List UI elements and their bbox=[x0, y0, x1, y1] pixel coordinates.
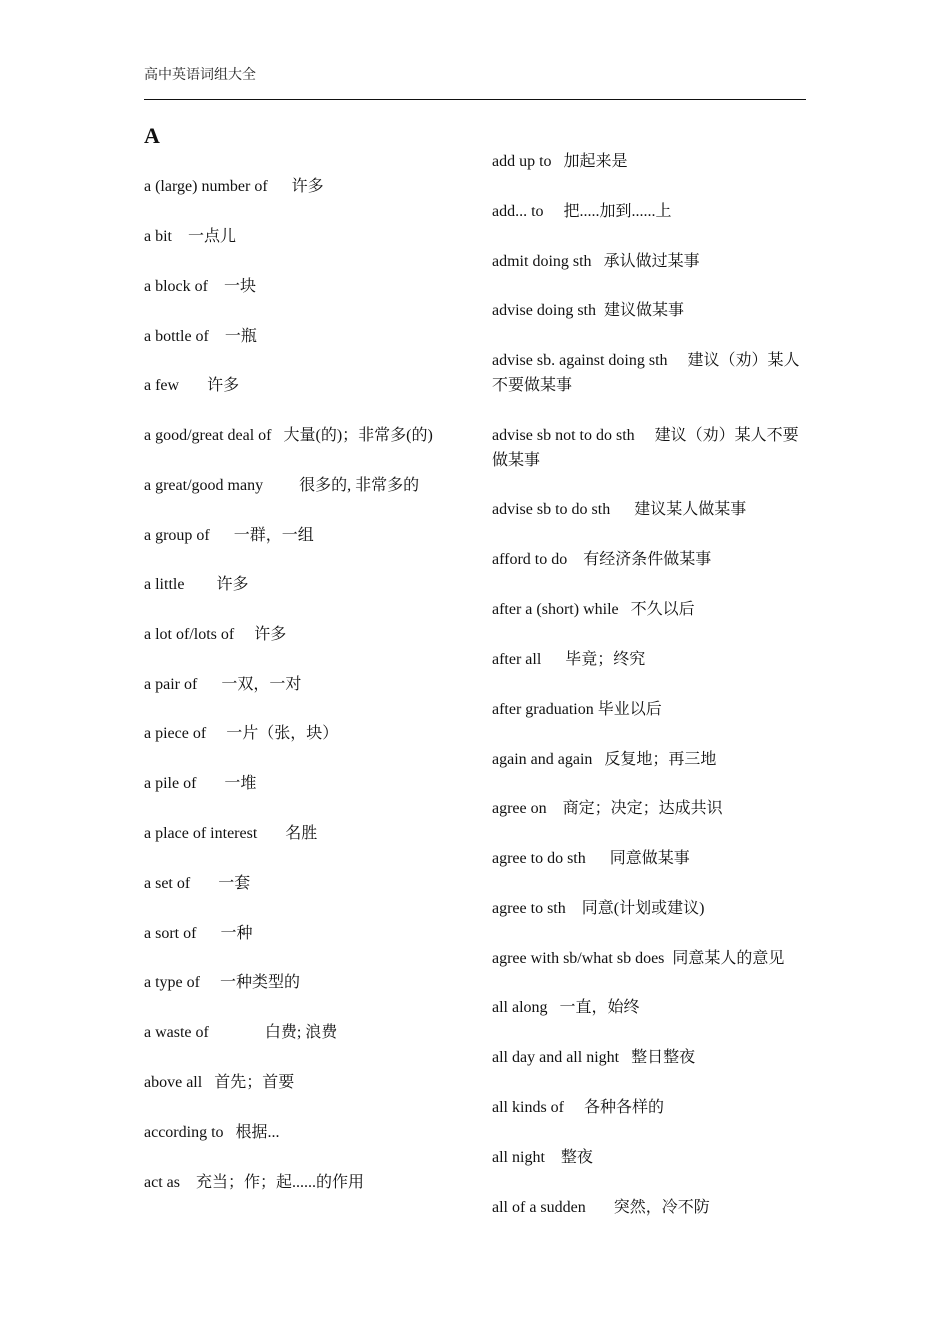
phrase-entry bbox=[144, 423, 474, 448]
phrase-english: again and again bbox=[492, 751, 593, 768]
phrase-english: a piece of bbox=[144, 725, 207, 742]
phrase-english: after a (short) while bbox=[492, 601, 619, 618]
phrase-english: a type of bbox=[144, 974, 200, 991]
phrase-english: advise sb to do sth bbox=[492, 501, 611, 518]
phrase-chinese: 不久以后 bbox=[630, 601, 695, 618]
phrase-chinese: 很多的, 非常多的 bbox=[299, 477, 420, 494]
phrase-chinese: 有经济条件做某事 bbox=[583, 551, 712, 568]
phrase-entry bbox=[492, 995, 808, 1020]
phrase-entry bbox=[144, 1070, 474, 1095]
phrase-english: a group of bbox=[144, 527, 210, 544]
phrase-entry bbox=[492, 497, 808, 522]
phrase-english: agree with sb/what sb does bbox=[492, 950, 665, 967]
phrase-entry bbox=[492, 1095, 808, 1120]
phrase-entry bbox=[144, 1020, 474, 1045]
phrase-chinese: 毕竟；终究 bbox=[565, 651, 646, 668]
phrase-english: advise doing sth bbox=[492, 302, 596, 319]
phrase-chinese: 一堆 bbox=[224, 775, 257, 792]
phrase-entry bbox=[492, 348, 808, 398]
phrase-english: a block of bbox=[144, 278, 208, 295]
phrase-english: all day and all night bbox=[492, 1049, 620, 1066]
phrase-entry bbox=[144, 523, 474, 548]
phrase-entry bbox=[492, 1145, 808, 1170]
phrase-entry bbox=[492, 647, 808, 672]
phrase-chinese: 名胜 bbox=[285, 825, 318, 842]
phrase-chinese: 一瓶 bbox=[224, 328, 257, 345]
phrase-english: a bottle of bbox=[144, 328, 209, 345]
phrase-english: a pile of bbox=[144, 775, 197, 792]
phrase-chinese: 同意(计划或建议) bbox=[581, 900, 705, 917]
header-divider bbox=[144, 99, 806, 100]
phrase-chinese: 整日整夜 bbox=[631, 1049, 696, 1066]
phrase-english: act as bbox=[144, 1174, 180, 1191]
phrase-english: a bit bbox=[144, 228, 172, 245]
phrase-entry bbox=[492, 199, 808, 224]
phrase-entry bbox=[492, 796, 808, 821]
phrase-chinese: 许多 bbox=[216, 576, 249, 593]
phrase-english: advise sb not to do sth bbox=[492, 427, 635, 444]
phrase-entry bbox=[144, 274, 474, 299]
phrase-chinese: 各种各样的 bbox=[584, 1099, 665, 1116]
page-header-title: 高中英语词组大全 bbox=[144, 68, 256, 83]
phrase-english: agree on bbox=[492, 800, 547, 817]
phrase-english: admit doing sth bbox=[492, 253, 592, 270]
phrase-chinese: 大量(的)；非常多(的) bbox=[283, 427, 433, 444]
phrase-chinese: 同意某人的意见 bbox=[672, 950, 785, 967]
phrase-chinese: 一点儿 bbox=[188, 228, 237, 245]
phrase-english: a great/good many bbox=[144, 477, 264, 494]
phrase-chinese: 许多 bbox=[254, 626, 287, 643]
phrase-entry bbox=[144, 821, 474, 846]
phrase-english: add up to bbox=[492, 153, 552, 170]
phrase-english: a lot of/lots of bbox=[144, 626, 235, 643]
phrase-chinese: 毕业以后 bbox=[597, 701, 662, 718]
phrase-english: a little bbox=[144, 576, 185, 593]
phrase-entry bbox=[492, 747, 808, 772]
phrase-entry bbox=[492, 1195, 808, 1220]
phrase-english: above all bbox=[144, 1074, 203, 1091]
phrase-english: all night bbox=[492, 1149, 545, 1166]
phrase-entry bbox=[492, 846, 808, 871]
phrase-chinese: 首先；首要 bbox=[214, 1074, 295, 1091]
phrase-chinese: 建议（劝）某人不要做某事 bbox=[492, 427, 799, 469]
phrase-english: according to bbox=[144, 1124, 224, 1141]
phrase-english: agree to sth bbox=[492, 900, 566, 917]
phrase-entry bbox=[144, 970, 474, 995]
phrase-chinese: 突然，冷不防 bbox=[613, 1199, 710, 1216]
phrase-chinese: 一双，一对 bbox=[221, 676, 302, 693]
phrase-entry bbox=[144, 373, 474, 398]
phrase-chinese: 充当；作；起......的作用 bbox=[195, 1174, 364, 1191]
phrase-entry bbox=[492, 249, 808, 274]
phrase-entry bbox=[492, 547, 808, 572]
phrase-english: all along bbox=[492, 999, 548, 1016]
phrase-english: a few bbox=[144, 377, 180, 394]
phrase-chinese: 建议做某事 bbox=[604, 302, 685, 319]
phrase-entry bbox=[144, 672, 474, 697]
phrase-chinese: 一种类型的 bbox=[219, 974, 300, 991]
phrase-english: after all bbox=[492, 651, 542, 668]
phrase-english: all of a sudden bbox=[492, 1199, 586, 1216]
phrase-entry bbox=[144, 771, 474, 796]
phrase-english: a place of interest bbox=[144, 825, 258, 842]
phrase-english: a good/great deal of bbox=[144, 427, 272, 444]
phrase-entry bbox=[492, 597, 808, 622]
phrase-entry bbox=[144, 622, 474, 647]
phrase-entry bbox=[144, 1170, 474, 1195]
phrase-entry bbox=[492, 896, 808, 921]
phrase-chinese: 商定；决定；达成共识 bbox=[562, 800, 723, 817]
phrase-english: a pair of bbox=[144, 676, 198, 693]
phrase-chinese: 承认做过某事 bbox=[603, 253, 700, 270]
phrase-chinese: 整夜 bbox=[560, 1149, 593, 1166]
phrase-entry bbox=[492, 149, 808, 174]
phrase-english: add... to bbox=[492, 203, 544, 220]
phrase-english: a (large) number of bbox=[144, 178, 268, 195]
phrase-english: all kinds of bbox=[492, 1099, 564, 1116]
phrase-entry bbox=[144, 324, 474, 349]
phrase-entry bbox=[492, 946, 808, 971]
phrase-chinese: 反复地；再三地 bbox=[604, 751, 717, 768]
phrase-chinese: 把.....加到......上 bbox=[563, 203, 672, 220]
phrase-chinese: 许多 bbox=[207, 377, 240, 394]
phrase-english: a set of bbox=[144, 875, 191, 892]
phrase-chinese: 加起来是 bbox=[563, 153, 628, 170]
section-letter: A bbox=[144, 123, 160, 148]
phrase-chinese: 一套 bbox=[218, 875, 251, 892]
phrase-chinese: 建议某人做某事 bbox=[634, 501, 747, 518]
phrase-entry bbox=[144, 921, 474, 946]
phrase-chinese: 根据... bbox=[235, 1124, 280, 1141]
phrase-english: after graduation bbox=[492, 701, 594, 718]
phrase-english: agree to do sth bbox=[492, 850, 586, 867]
phrase-english: advise sb. against doing sth bbox=[492, 352, 668, 369]
phrase-chinese: 一直，始终 bbox=[559, 999, 640, 1016]
phrase-entry bbox=[492, 1045, 808, 1070]
phrase-chinese: 一群，一组 bbox=[233, 527, 314, 544]
phrase-entry bbox=[144, 1120, 474, 1145]
phrase-entry bbox=[144, 174, 474, 199]
phrase-chinese: 一种 bbox=[220, 925, 253, 942]
phrase-chinese: 同意做某事 bbox=[609, 850, 690, 867]
phrase-english: a waste of bbox=[144, 1024, 209, 1041]
phrase-chinese: 许多 bbox=[291, 178, 324, 195]
phrase-english: afford to do bbox=[492, 551, 568, 568]
phrase-entry bbox=[144, 473, 474, 498]
phrase-entry bbox=[492, 298, 808, 323]
phrase-chinese: 白费; 浪费 bbox=[264, 1024, 338, 1041]
phrase-entry bbox=[144, 572, 474, 597]
phrase-chinese: 一块 bbox=[223, 278, 256, 295]
phrase-entry bbox=[492, 697, 808, 722]
phrase-english: a sort of bbox=[144, 925, 197, 942]
phrase-entry bbox=[144, 871, 474, 896]
phrase-entry bbox=[492, 423, 808, 473]
phrase-chinese: 建议（劝）某人不要做某事 bbox=[492, 352, 800, 394]
phrase-entry bbox=[144, 721, 474, 746]
phrase-entry bbox=[144, 224, 474, 249]
phrase-chinese: 一片（张，块） bbox=[226, 725, 339, 742]
